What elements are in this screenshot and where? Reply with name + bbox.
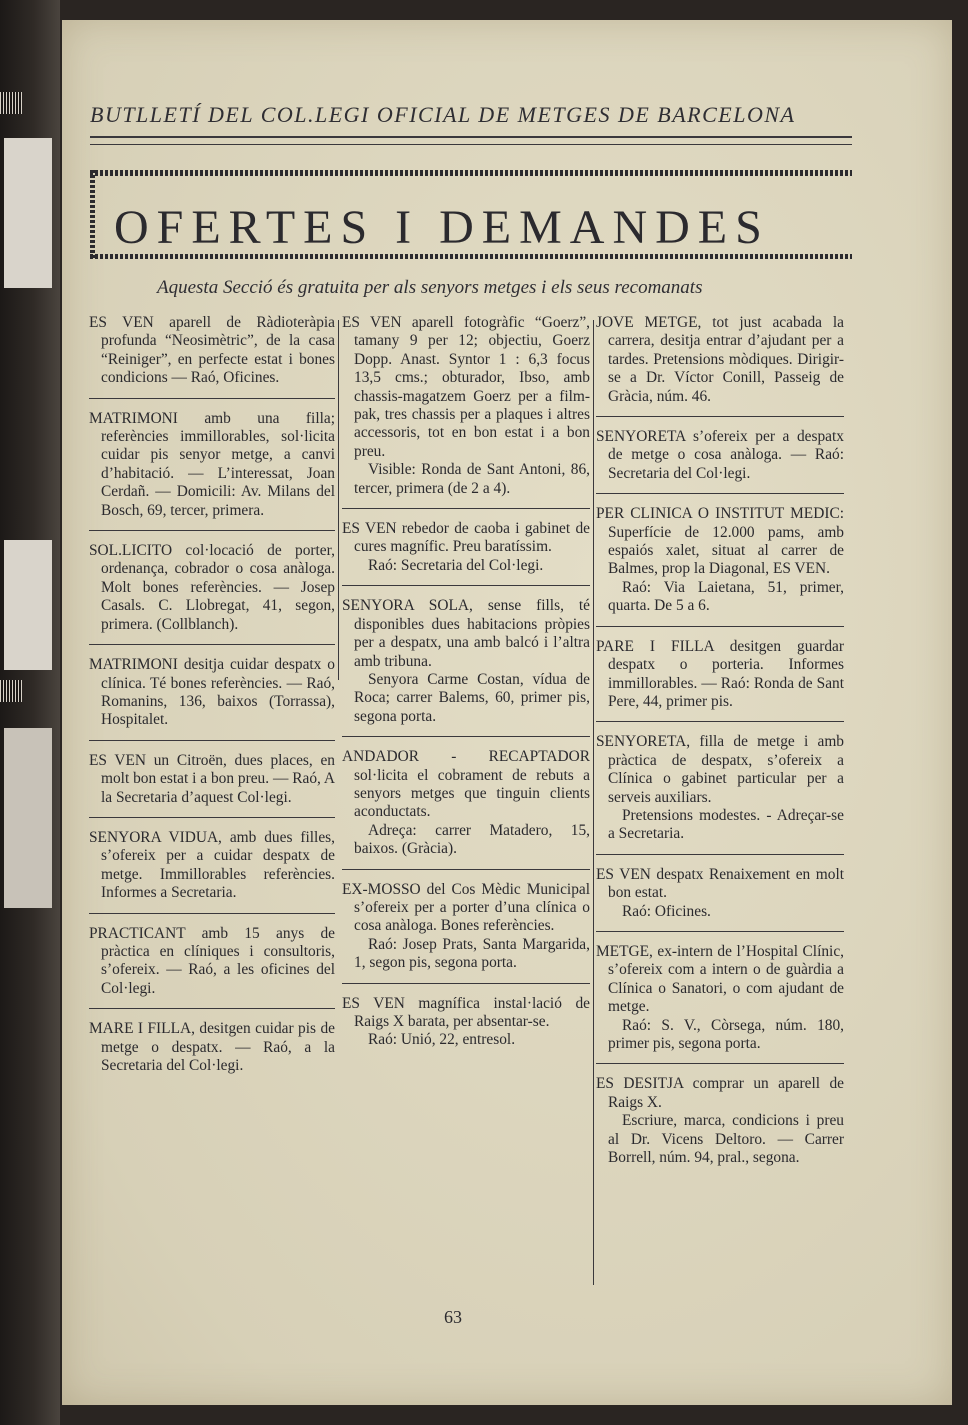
ad-text: JOVE METGE, tot just acabada la carrera, desitja entrar d’ajudant per a tardes. Pretensions mòdiques. Dirigir-se a Dr. Víctor Conill, Passeig de Gràcia, núm. 46. [596, 314, 844, 405]
ad-text: ES VEN aparell de Ràdioteràpia profunda “Neosimètric”, de la casa “Reiniger”, en perfecte estat i bones condicions — Raó, Oficines. [89, 314, 335, 387]
ads-column-1 [89, 314, 335, 1075]
classified-ad [596, 1075, 844, 1167]
classified-ad [89, 656, 335, 730]
ad-separator [89, 1008, 335, 1009]
ad-separator [596, 854, 844, 855]
column-divider [338, 320, 339, 680]
classified-ad [596, 314, 844, 406]
ads-column-3 [596, 314, 844, 1167]
ad-contact: Raó: Unió, 22, entresol. [368, 1031, 516, 1049]
classified-ad [342, 314, 590, 498]
classified-ad [342, 597, 590, 726]
ad-text: ES VEN despatx Renaixement en molt bon estat. [596, 865, 844, 902]
ad-separator [342, 983, 590, 984]
section-subtitle: Aquesta Secció és gratuita per als senyors metges i els seus recomanats [157, 277, 703, 298]
ad-text: ES VEN rebedor de caoba i gabinet de cures magnífic. Preu baratíssim. [342, 520, 590, 556]
header-rule [90, 144, 852, 145]
ad-text: ES VEN un Citroën, dues places, en molt bon estat i a bon preu. — Raó, A la Secretaria d’aquest Col·legi. [89, 751, 335, 806]
ad-text: SENYORETA s’ofereix per a despatx de metge o cosa anàloga. — Raó: Secretaria del Col·legi. [596, 428, 844, 482]
classified-ad [596, 638, 844, 712]
ad-separator [89, 913, 335, 914]
header-rule [90, 136, 852, 138]
ad-text: MATRIMONI amb una filla; referències immillorables, sol·licita cuidar pis senyor metge, a canvi d’habitació. — L’interessat, Joan Cerdañ. — Domicili: Av. Milans del Bosch, 69, tercer, primera. [89, 409, 335, 519]
binding-label [4, 728, 52, 908]
ad-contact: Raó: Josep Prats, Santa Margarida, 1, segon pis, segona porta. [354, 935, 590, 972]
ad-text: SENYORA SOLA, sense fills, té disponibles dues habitacions pròpies per a despatx, una amb balcó i l’altra amb tribuna. [342, 597, 590, 670]
ad-text: PARE I FILLA desitgen guardar despatx o porteria. Informes immillorables. — Raó: Ronda de Sant Pere, 44, primer pis. [596, 637, 844, 710]
classified-ad [596, 505, 844, 615]
ad-text: EX-MOSSO del Cos Mèdic Municipal s’ofereix per a porter d’una clínica o cosa anàloga. Bones referències. [342, 880, 590, 935]
ad-separator [596, 626, 844, 627]
ad-contact: Visible: Ronda de Sant Antoni, 86, tercer, primera (de 2 a 4). [354, 461, 590, 497]
classified-ad [89, 925, 335, 999]
ad-text: ES VEN magnífica instal·lació de Raigs X barata, per absentar-se. [342, 994, 590, 1030]
ad-separator [596, 931, 844, 932]
ad-separator [596, 416, 844, 417]
ad-separator [89, 644, 335, 645]
classified-ad [596, 943, 844, 1053]
ad-contact: Raó: Secretaria del Col·legi. [368, 556, 544, 574]
ad-separator [342, 585, 590, 586]
ad-contact: Adreça: carrer Matadero, 15, baixos. (Gràcia). [354, 821, 590, 858]
classified-ad [89, 752, 335, 807]
classified-ad [89, 1020, 335, 1075]
classified-ad [89, 829, 335, 903]
journal-header: BUTLLETÍ DEL COL.LEGI OFICIAL DE METGES DE BARCELONA [90, 102, 796, 127]
classified-ad [596, 428, 844, 483]
column-divider [593, 320, 594, 1285]
ad-separator [89, 530, 335, 531]
ad-text: SOL.LICITO col·locació de porter, ordenança, cobrador o cosa anàloga. Molt bones referències. — Josep Casals. C. Llobregat, 41, segon, primera. (Collblanch). [89, 542, 335, 633]
classified-ad [342, 881, 590, 973]
ad-separator [596, 493, 844, 494]
ad-text: MARE I FILLA, desitgen cuidar pis de metge o despatx. — Raó, a la Secretaria del Col·legi. [89, 1020, 335, 1074]
ad-contact: Escriure, marca, condicions i preu al Dr. Vicens Deltoro. — Carrer Borrell, núm. 94, pral., segona. [608, 1112, 844, 1167]
classified-ad [596, 733, 844, 843]
ad-text: ANDADOR - RECAPTADOR sol·licita el cobrament de rebuts a senyors metges que tinguin clients aconductats. [342, 748, 590, 821]
ad-contact: Senyora Carme Costan, vídua de Roca; carrer Balems, 60, primer pis, segona porta. [354, 670, 590, 725]
ad-separator [89, 740, 335, 741]
binding-barcode [0, 92, 22, 114]
binding-barcode [0, 680, 22, 702]
classified-ad [596, 866, 844, 921]
classified-ad [342, 748, 590, 858]
page-number: 63 [444, 1307, 462, 1327]
ad-separator [342, 508, 590, 509]
ad-separator [596, 721, 844, 722]
ad-contact: Raó: Via Laietana, 51, primer, quarta. De 5 a 6. [608, 578, 844, 615]
banner-border [90, 170, 95, 259]
ad-text: ES DESITJA comprar un aparell de Raigs X. [596, 1075, 844, 1111]
ad-text: MATRIMONI desitja cuidar despatx o clínica. Té bones referències. — Raó, Romanins, 136, baixos (Torrassa), Hospitalet. [89, 656, 335, 729]
ad-separator [342, 736, 590, 737]
classified-ad [342, 520, 590, 575]
ad-text: PER CLINICA O INSTITUT MEDIC: Superfície de 12.000 pams, amb espaiós xalet, situat al carrer de Balmes, prop la Diagonal, ES VEN. [596, 505, 844, 578]
ad-text: PRACTICANT amb 15 anys de pràctica en clíniques i consultoris, s’ofereix. — Raó, a les oficines del Col·legi. [89, 924, 335, 997]
binding-label [4, 540, 52, 670]
ad-separator [89, 817, 335, 818]
classified-ad [89, 314, 335, 388]
classified-ad [89, 410, 335, 520]
ad-contact: Raó: S. V., Còrsega, núm. 180, primer pis, segona porta. [608, 1016, 844, 1052]
ads-column-2 [342, 314, 590, 1050]
book-binding [0, 0, 60, 1425]
ad-contact: Pretensions modestes. - Adreçar-se a Secretaria. [608, 806, 844, 843]
classified-ad [89, 542, 335, 634]
ad-text: SENYORETA, filla de metge i amb pràctica de despatx, s’ofereix a Clínica o gabinet particular per a serveis auxiliars. [596, 733, 844, 806]
ad-contact: Raó: Oficines. [622, 902, 711, 920]
ad-text: SENYORA VIDUA, amb dues filles, s’ofereix per a cuidar despatx de metge. Immillorables referències. Informes a Secretaria. [89, 828, 335, 902]
ad-text: METGE, ex-intern de l’Hospital Clínic, s’ofereix com a intern o de guàrdia a Clínica o Sanatori, o com ajudant de metge. [596, 942, 844, 1016]
ad-separator [89, 398, 335, 399]
ad-separator [342, 869, 590, 870]
ad-text: ES VEN aparell fotogràfic “Goerz”, tamany 9 per 12; objectiu, Goerz Dopp. Anast. Syntor 1 : 6,3 focus 13,5 cms.; obturador, Ibso, amb chassis-magatzem Goerz per a film-pak, tres chassis per a plaques i altres accessoris, tot en bon estat i a bon preu. [342, 314, 590, 460]
ad-separator [596, 1063, 844, 1064]
binding-label [4, 138, 52, 288]
document-page [62, 20, 952, 1405]
banner-border [90, 170, 852, 176]
classified-ad [342, 995, 590, 1050]
section-title: OFERTES I DEMANDES [114, 201, 770, 254]
